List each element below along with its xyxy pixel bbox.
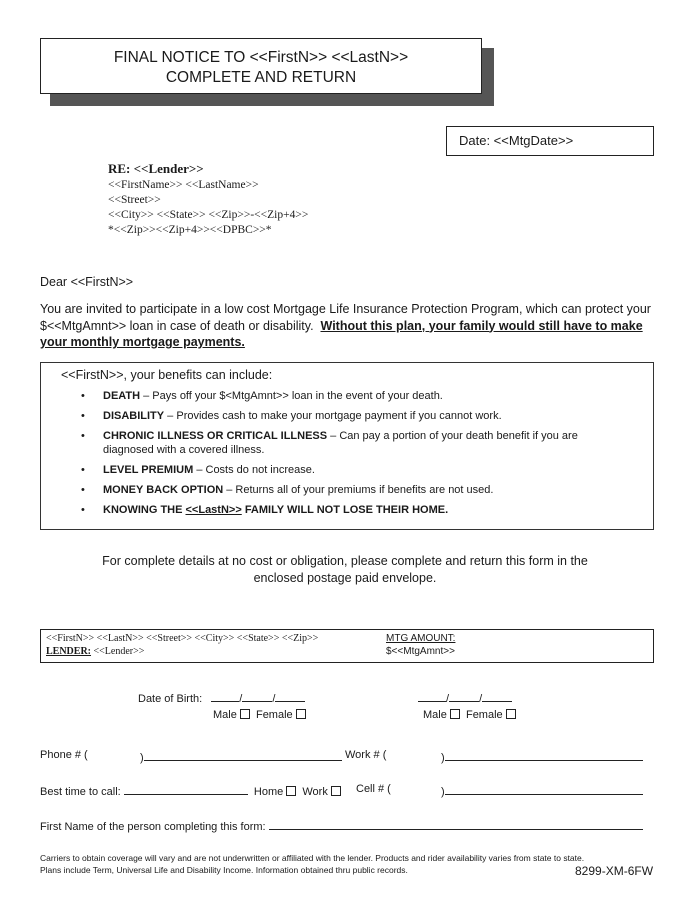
work-close: ) [441, 752, 445, 764]
address-name: <<FirstName>> <<LastName>> [108, 179, 259, 191]
work-checkbox[interactable] [331, 786, 341, 796]
bullet-icon: • [81, 464, 85, 476]
benefit-title: MONEY BACK OPTION [103, 484, 224, 496]
benefit-item [81, 389, 621, 403]
intro-emphasis: Without this plan, your family would still have to make your monthly mortgage payments. [40, 318, 643, 349]
male-label: Male [423, 709, 447, 721]
benefit-title: LEVEL PREMIUM [103, 464, 194, 476]
cell-phone-input[interactable] [445, 783, 643, 795]
cell-label: Cell # ( [356, 783, 391, 795]
phone-close: ) [140, 752, 144, 764]
dob-day-field-1[interactable] [242, 690, 272, 702]
form-code: 8299-XM-6FW [575, 864, 654, 878]
male-checkbox-2[interactable] [450, 709, 460, 719]
male-checkbox-1[interactable] [240, 709, 250, 719]
address-city: <<City>> <<State>> <<Zip>>-<<Zip+4>> [108, 209, 309, 221]
first-name-input[interactable] [269, 818, 643, 830]
dob-row-2: / / [418, 690, 512, 705]
intro-paragraph [40, 301, 660, 351]
footer-disclaimer [40, 853, 660, 876]
best-time-input[interactable] [124, 783, 248, 795]
info-lender [46, 646, 144, 657]
title-box [40, 38, 482, 94]
phone-input[interactable] [144, 749, 342, 761]
gender-row-2 [423, 709, 516, 721]
cell-field-wrap [441, 783, 643, 798]
mtg-amount-value: $<<MtgAmnt>> [386, 646, 455, 657]
bullet-icon: • [81, 430, 85, 442]
benefit-last-pre: KNOWING THE [103, 504, 186, 516]
work-field-wrap [441, 749, 643, 764]
benefit-last-name: <<LastN>> [185, 504, 242, 516]
address-block [108, 160, 308, 238]
best-time-row [40, 783, 341, 798]
female-checkbox-2[interactable] [506, 709, 516, 719]
dob-label: Date of Birth: [138, 693, 203, 705]
phone-label: Phone # ( [40, 749, 88, 761]
benefit-title: CHRONIC ILLNESS OR CRITICAL ILLNESS [103, 430, 328, 442]
benefit-desc: – Returns all of your premiums if benefits are not used. [223, 484, 494, 496]
benefit-item [81, 483, 621, 497]
home-label: Home [253, 786, 284, 798]
bullet-icon: • [81, 484, 85, 496]
footer-line-1: Carriers to obtain coverage will vary and are not underwritten or affiliated with the lender. Products and rider availability varies from state to state. [40, 853, 585, 863]
benefit-item [81, 503, 621, 517]
best-time-label: Best time to call: [40, 786, 121, 798]
benefit-desc: – Provides cash to make your mortgage payment if you cannot work. [164, 410, 502, 422]
salutation: Dear <<FirstN>> [40, 275, 134, 289]
benefit-item [81, 429, 621, 457]
work-label: Work [302, 786, 328, 798]
female-label: Female [465, 709, 503, 721]
benefit-title: DISABILITY [103, 410, 165, 422]
title-line-1: FINAL NOTICE TO <<FirstN>> <<LastN>> [113, 49, 409, 66]
home-checkbox[interactable] [286, 786, 296, 796]
benefit-item [81, 463, 621, 477]
footer-line-2: Plans include Term, Universal Life and Disability Income. Information obtained thru public records. [40, 864, 408, 875]
first-name-label: First Name of the person completing this form: [40, 821, 266, 833]
dob-year-field-2[interactable] [482, 690, 512, 702]
dob-day-field-2[interactable] [449, 690, 479, 702]
benefits-list [81, 383, 621, 517]
mtg-amount-label: MTG AMOUNT: [386, 633, 456, 644]
work-phone-label: Work # ( [345, 749, 387, 761]
date-box: Date: <<MtgDate>> [446, 126, 654, 156]
benefit-title: DEATH [103, 390, 141, 402]
lender-label: LENDER: [46, 646, 92, 657]
info-address: <<FirstN>> <<LastN>> <<Street>> <<City>> <<State>> <<Zip>> [46, 633, 319, 644]
work-phone-input[interactable] [445, 749, 643, 761]
benefit-desc: – Can pay a portion of your death benefit if you are diagnosed with a covered illness. [103, 430, 578, 456]
female-label: Female [255, 709, 293, 721]
phone-field-wrap [140, 749, 342, 764]
lender-value: <<Lender>> [91, 646, 145, 657]
re-lender: RE: <<Lender>> [108, 161, 204, 176]
dob-year-field-1[interactable] [275, 690, 305, 702]
dob-row: Date of Birth: / / [138, 690, 305, 705]
benefits-box [40, 362, 654, 530]
female-checkbox-1[interactable] [296, 709, 306, 719]
benefits-heading: <<FirstN>>, your benefits can include: [61, 368, 273, 382]
bullet-icon: • [81, 390, 85, 402]
benefit-desc: – Costs do not increase. [193, 464, 315, 476]
title-line-2: COMPLETE AND RETURN [165, 69, 357, 86]
benefit-desc: – Pays off your $<MtgAmnt>> loan in the event of your death. [140, 390, 443, 402]
dob-month-field-1[interactable] [211, 690, 239, 702]
details-paragraph: For complete details at no cost or obligation, please complete and return this form in the enclosed postage paid envelope. [102, 554, 588, 585]
bullet-icon: • [81, 410, 85, 422]
benefit-item [81, 409, 621, 423]
male-label: Male [213, 709, 237, 721]
bullet-icon: • [81, 504, 85, 516]
benefit-last-post: FAMILY WILL NOT LOSE THEIR HOME. [241, 504, 449, 516]
address-street: <<Street>> [108, 194, 161, 206]
address-barcode: *<<Zip>><<Zip+4>><<DPBC>>* [108, 224, 272, 236]
dob-month-field-2[interactable] [418, 690, 446, 702]
info-box [40, 629, 654, 663]
gender-row-1 [213, 709, 306, 721]
cell-close: ) [441, 786, 445, 798]
first-name-row [40, 818, 643, 833]
intro-text: You are invited to participate in a low cost Mortgage Life Insurance Protection Program, which can protect your $<<MtgAmnt>> loan in case of death or disability. [40, 302, 651, 333]
